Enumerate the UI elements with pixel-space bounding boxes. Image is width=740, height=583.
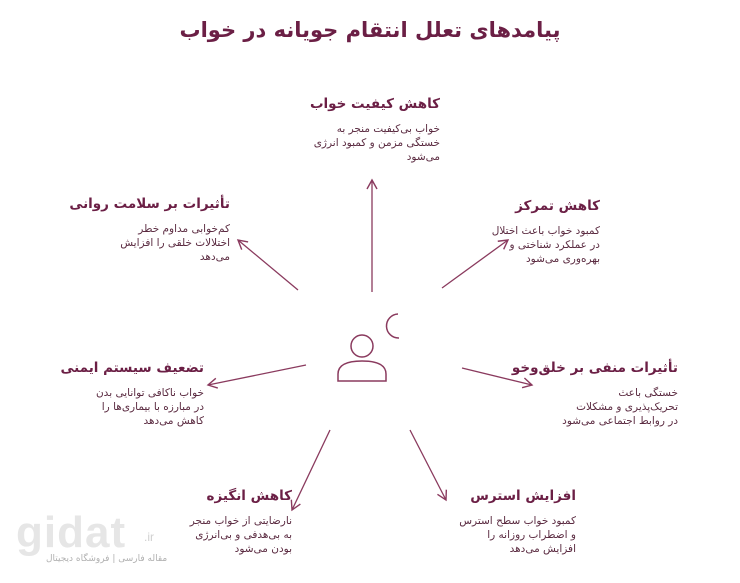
logo-tld: .ir <box>144 530 154 544</box>
node-description: کمبود خواب سطح استرس و اضطراب روزانه را افزایش می‌دهد <box>459 515 576 555</box>
node-immune-system <box>60 360 204 428</box>
node-description: خواب بی‌کیفیت منجر به خستگی مزمن و کمبود انرژی می‌شود <box>313 123 440 163</box>
diagram-title: پیامدهای تعلل انتقام جویانه در خواب <box>179 18 561 42</box>
node-heading: کاهش کیفیت خواب <box>309 96 440 112</box>
arrow-to-motivation <box>292 430 330 510</box>
logo-tagline: مقاله فارسی | فروشگاه دیجیتال <box>46 554 168 564</box>
node-description: کم‌خوابی مداوم خطر اختلالات خلقی را افزایش می‌دهد <box>120 223 230 263</box>
node-description: کمبود خواب باعث اختلال در عملکرد شناختی و بهره‌وری می‌شود <box>491 225 600 265</box>
node-description: نارضایتی از خواب منجر به بی‌هدفی و بی‌انرژی بودن می‌شود <box>189 515 292 555</box>
node-heading: تأثیرات بر سلامت روانی <box>69 196 230 212</box>
node-motivation <box>180 488 292 556</box>
node-heading: کاهش تمرکز <box>515 198 600 214</box>
node-heading: تأثیرات منفی بر خلق‌وخو <box>511 360 678 376</box>
node-sleep-quality <box>300 96 440 164</box>
arrow-to-mental-health <box>238 240 298 290</box>
node-heading: تضعیف سیستم ایمنی <box>60 360 204 376</box>
node-mental-health <box>69 196 230 264</box>
node-description: خواب ناکافی توانایی بدن در مبارزه با بیماری‌ها را کاهش می‌دهد <box>95 387 204 427</box>
node-heading: کاهش انگیزه <box>206 488 292 504</box>
node-description: خستگی باعث تحریک‌پذیری و مشکلات در روابط اجتماعی می‌شود <box>562 387 678 427</box>
arrow-to-immune <box>208 365 306 385</box>
node-heading: افزایش استرس <box>470 488 576 504</box>
node-stress <box>440 488 576 556</box>
node-concentration <box>490 198 600 266</box>
gidat-logo <box>14 508 168 570</box>
person-with-moon-icon <box>338 314 399 381</box>
logo-wordmark: gidat <box>16 508 127 557</box>
node-mood <box>511 360 678 428</box>
